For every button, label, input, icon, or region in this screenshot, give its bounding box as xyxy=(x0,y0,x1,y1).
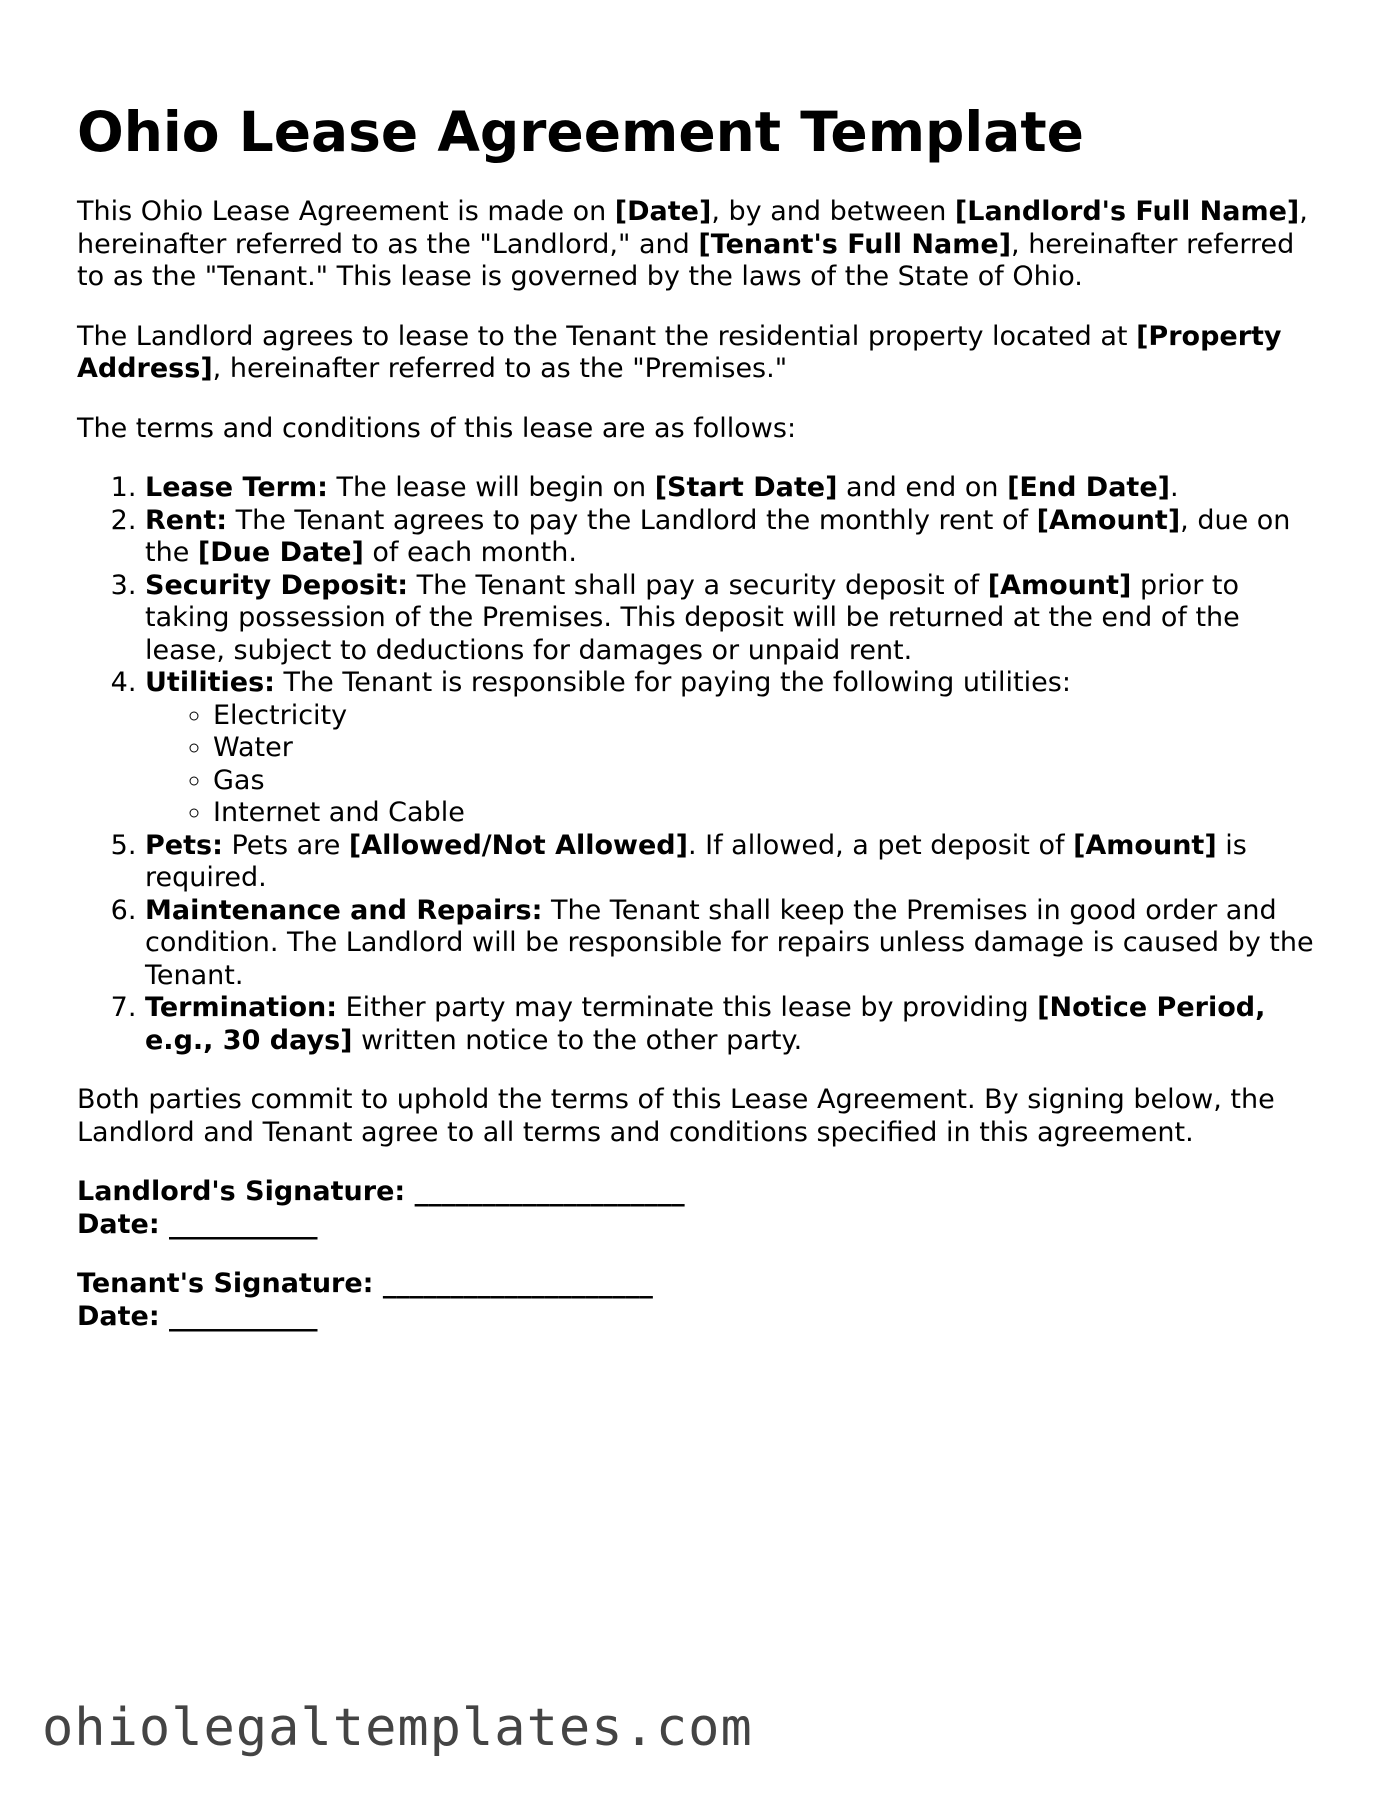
deposit-amount-placeholder: [Amount] xyxy=(987,569,1132,601)
term-text: Pets are xyxy=(222,829,349,861)
document-title: Ohio Lease Agreement Template xyxy=(77,100,1084,164)
term-text: written notice to the other party. xyxy=(352,1024,803,1056)
intro-text-1: This Ohio Lease Agreement is made on xyxy=(77,196,615,227)
pets-allowed-placeholder: [Allowed/Not Allowed] xyxy=(348,829,688,861)
terms-list xyxy=(77,472,1327,1057)
list-item: ◦ Internet and Cable xyxy=(213,797,1327,830)
landlord-date-line: Date: ___________ xyxy=(77,1208,318,1240)
term-pets xyxy=(145,830,1327,895)
rent-amount-placeholder: [Amount] xyxy=(1036,504,1181,536)
due-date-placeholder: [Due Date] xyxy=(197,537,364,568)
closing-paragraph: Both parties commit to uphold the terms of this Lease Agreement. By signing below, the Landlord and Tenant agree to all terms and conditions specified in this agreement. xyxy=(77,1084,1275,1148)
term-text: . If allowed, a pet deposit of xyxy=(687,829,1074,861)
intro-text-2: , by and between xyxy=(711,196,955,227)
premises-text-1: The Landlord agrees to lease to the Tenant the residential property located at xyxy=(77,320,1137,352)
term-label: Security Deposit: xyxy=(145,569,409,601)
term-text: The lease will begin on xyxy=(327,472,655,503)
premises-text-2: , hereinafter referred to as the "Premises." xyxy=(212,353,788,384)
intro-paragraph xyxy=(77,196,1327,294)
term-label: Rent: xyxy=(145,504,228,536)
term-termination xyxy=(145,992,1327,1057)
term-text: The Tenant agrees to pay the Landlord the monthly rent of xyxy=(227,504,1037,536)
term-text: Either party may terminate this lease by providing xyxy=(337,992,1038,1023)
list-item: ◦ Water xyxy=(213,732,1327,765)
date-placeholder: [Date] xyxy=(614,196,712,227)
term-maintenance xyxy=(145,895,1327,993)
list-item: ◦ Gas xyxy=(213,765,1327,798)
intro-text-4: , hereinafter referred to as the "Tenant." This lease is governed by the laws of the State of Ohio. xyxy=(77,228,1295,292)
term-lease-term xyxy=(145,472,1327,505)
property-address-placeholder: [Property Address] xyxy=(77,320,1282,384)
site-watermark: ohiolegaltemplates.com xyxy=(42,1698,753,1758)
term-text: and end on xyxy=(837,472,1008,503)
landlord-signature-block xyxy=(77,1176,1327,1241)
tenant-signature-block xyxy=(77,1268,1327,1333)
term-text: prior to taking possession of the Premises. This deposit will be returned at the end of the lease, subject to deductions for damages or unpaid rent. xyxy=(145,569,1240,666)
term-label: Pets: xyxy=(145,829,223,861)
term-text: of each month. xyxy=(363,537,577,568)
term-text: is required. xyxy=(145,829,1247,893)
term-text: The Tenant shall keep the Premises in good order and condition. The Landlord will be responsible for repairs unless damage is caused by the Tenant. xyxy=(145,894,1314,991)
term-text: The Tenant is responsible for paying the following utilities: xyxy=(274,667,1071,698)
term-text: . xyxy=(1170,472,1179,503)
pet-deposit-placeholder: [Amount] xyxy=(1073,829,1217,861)
intro-text-3: , hereinafter referred to as the "Landlord," and xyxy=(77,196,1308,260)
list-item: ◦ Electricity xyxy=(213,700,1327,733)
tenant-date-line: Date: ___________ xyxy=(77,1300,318,1332)
term-label: Lease Term: xyxy=(145,472,328,503)
end-date-placeholder: [End Date] xyxy=(1007,472,1170,503)
term-security-deposit xyxy=(145,570,1327,668)
term-rent xyxy=(145,505,1327,570)
tenant-signature-line: Tenant's Signature: ____________________ xyxy=(77,1268,653,1299)
start-date-placeholder: [Start Date] xyxy=(654,472,838,503)
term-utilities xyxy=(145,667,1327,830)
document-page xyxy=(77,96,1327,1360)
term-text: , due on the xyxy=(145,504,1291,568)
landlord-name-placeholder: [Landlord's Full Name] xyxy=(954,196,1300,227)
term-label: Termination: xyxy=(145,992,338,1023)
term-label: Maintenance and Repairs: xyxy=(145,894,543,926)
notice-period-placeholder: [Notice Period, e.g., 30 days] xyxy=(145,992,1266,1056)
utilities-list xyxy=(145,700,1327,830)
landlord-signature-line: Landlord's Signature: ____________________ xyxy=(77,1176,685,1207)
terms-intro: The terms and conditions of this lease are as follows: xyxy=(77,412,797,444)
tenant-name-placeholder: [Tenant's Full Name] xyxy=(698,228,1012,260)
term-label: Utilities: xyxy=(145,667,275,698)
premises-paragraph xyxy=(77,321,1327,386)
term-text: The Tenant shall pay a security deposit of xyxy=(408,569,988,601)
